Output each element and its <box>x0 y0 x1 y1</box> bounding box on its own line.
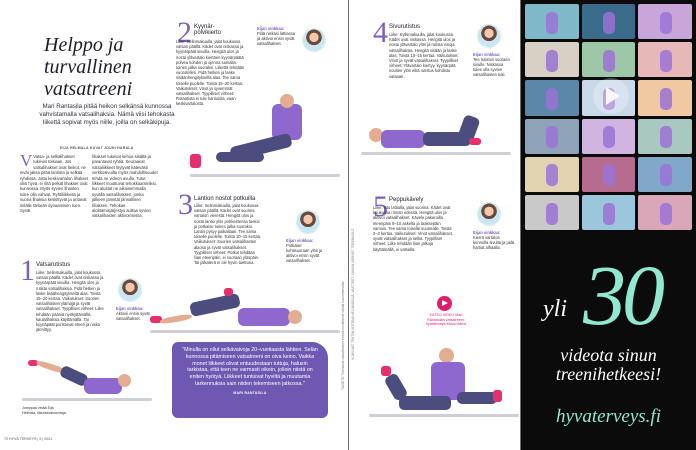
video-thumbnail[interactable] <box>582 195 636 230</box>
move-4-tip-avatar <box>477 24 501 48</box>
video-link[interactable]: KATSO VIDEO Mari Rantasilan vatsatreeni: hyvaterveys.fi/kuu/videot <box>425 313 467 327</box>
move-5-tip <box>473 230 515 250</box>
side-note: TAVOITE: Tehokasta vatsalihasten treeniä turvallisesti selkää kuormittamatta. <box>341 280 345 390</box>
dropcap: V <box>20 151 33 170</box>
move-2-tip-label: Eijan vinkkaa: <box>257 26 285 31</box>
pull-quote-text: "Minulla on ollut selkävaivoja 20–vuotiaasta lähtien. Selän kunnossa pitämiseen vatsatreeni on oiva keino. Vaikka monet liikkeet olivat entuudestaan tuttuja, halusin tarkistaa, että teen ne varmasti oikein, jolloin niistä on eniten hyötyä. Liikkeet tuntuivat hyviltä ja muutamia tarkennuksia sain niiden tekemiseen jatkossa." <box>182 347 318 387</box>
video-play-icon[interactable] <box>437 296 452 311</box>
video-thumbnail[interactable] <box>525 4 579 39</box>
exercise-mat <box>22 398 152 401</box>
move-5-number: 5 <box>373 190 388 223</box>
move-3-tip-text: Potkaise kohtisuoraan ylös ja aktivoi ensin syvät vatsalihakset. <box>286 243 323 264</box>
move-4-title: Sivurutistus <box>389 24 421 30</box>
byline: EIJA HELMALA KUVAT JOUNI HARALA <box>60 146 134 150</box>
move-1-tip-avatar <box>118 278 142 302</box>
video-thumbnail[interactable] <box>582 157 636 192</box>
video-thumbnail[interactable] <box>525 119 579 154</box>
move-5-body: Liike: Istu lattialla, jalat suorina. Kädet ovat koukussa rinnan edessä. Hengitä ulos ja aktivoi vatsalihakset. Kävele pakaroilla eteenpäin 8–10 askelta ja taaksepäin samoin. Tee sama toiselle suunnalle. Toista 2–3 kertaa. Vaikutukset: Vinot vatsalihakset, syvät vatsalihakset ja selkä. Tyypilliset virheet: Liike tehdään liian jalkoja käyttämällä, ei vatsalla. <box>373 205 453 252</box>
right-page <box>349 0 520 450</box>
ad-number: 30 <box>583 247 661 343</box>
move-2-title: Kyynär-polvikierto <box>194 24 222 37</box>
move-1-body: Liike: Selinmakuulla, jalat koukussa vatsan päällä. Kädet ovat niskassa ja kyynärpäät sivuilla. Hengitä ulos ja rutista vatsalihaksia. Pidä hetken ja laske lisäähengitykseltä alas. Toista 15–20 kertaa. Vaikutukset: Suorien vatsalihasten ylämajä ja syvät vatsalihakset. Tyypilliset virheet: Liike tehdään pääniä nyökyttämällä, kaulalihaksia käyttämällä. Tai kyynäpäät puristuvat eteen ja niska jännittyy. <box>36 270 104 333</box>
move-3-title: Lantion nostot potkuilla <box>194 196 256 202</box>
video-thumbnail[interactable] <box>525 80 579 115</box>
intro-text-1: Vatsa- ja selkälihakset tukevat toisiaan. Jos vatsalihakset ovat heikot, ne eivät jaksa pitää lantiota ja selkää ryhdissä. Jotta keskivartalon lihakset olisi hyvä, ei riitä pelkät lihakset ovat kunnossa. Myös syvien lihasten tulee olla vahvat. Ryhtiliikkeitä ja suoria lihaksia keskittyvät ja antavat selälle tärkeän dynaamisen tuen. Syvät <box>20 154 88 214</box>
video-thumbnail[interactable] <box>525 157 579 192</box>
move-2-photo <box>190 100 340 180</box>
move-3-number: 3 <box>178 188 193 221</box>
move-4-number: 4 <box>373 16 388 49</box>
article-title: Helppo ja turvallinen vatsatreeni <box>44 34 133 100</box>
video-thumbnail[interactable] <box>638 157 692 192</box>
move-2-tip-text: Pidä niskasi lattiassa ja aktivoi ensin syvät vatsalihakset. <box>257 31 295 47</box>
move-1-tip-label: Eijan vinkkaa: <box>116 306 144 311</box>
move-3-tip <box>286 238 326 263</box>
move-5-title: Peppukävely <box>389 197 424 203</box>
play-icon[interactable] <box>593 78 629 114</box>
side-note-right: YLÄKUVAT TEHTIIN KOTONA HELSINGISSÄ, VAATTEET: SAMAN VÄRISET TREENIASUT <box>351 228 355 360</box>
move-1-number: 1 <box>20 254 35 287</box>
pull-quote-attribution: MARI RANTASILA <box>233 390 267 395</box>
move-1-photo <box>22 356 152 404</box>
advertisement[interactable] <box>521 0 696 450</box>
page-folio: 70 HYVÄ TERVEYS | 5 | 2021 <box>4 437 53 441</box>
move-2-number: 2 <box>177 16 192 49</box>
video-thumbnail[interactable] <box>638 42 692 77</box>
video-thumbnail[interactable] <box>525 195 579 230</box>
move-1-title: Vatsarutistus <box>36 262 71 268</box>
ad-url[interactable]: hyvaterveys.fi <box>556 406 661 427</box>
move-5-tip-avatar <box>477 202 501 226</box>
photo-credit: Jumppaa vetää Eija Helmala, liikuntavalmentaja <box>22 406 66 415</box>
move-3-body: Liike: Selinmakuulla, jalat koukussa vatsan päällä. Kädet ovat suorina vartalon vierestä. Hengitä ulos ja nosta lantio ylös pohkeittensa tueksi ja potkaise toinen jalka suoraksi. Lantio pysyy paikallaan. Tee sama toiselle puolelle. Toista 10–15 kertaa. Vaikutukset: Suorien vatsalihasten alaosa ja syvät vatsalihakset. Tyypilliset virheet: Potkut tehdään liian eteenpäin, ei suoraan ylöspäin. Tai jalkaterä ei ole hyvin tuettuna. <box>194 203 262 266</box>
video-thumbnail[interactable] <box>638 119 692 154</box>
ad-prefix: yli <box>543 296 567 322</box>
ad-tagline: videota sinun treenihetkeesi! <box>555 345 662 384</box>
move-4-tip-text: Tee rutistus suoraan sivulle. Niskassa tulee olla syvien vatsalihasten tuki. <box>473 57 510 78</box>
move-1-tip-text: Aktivoi ensin syvät vatsalihakset. <box>116 311 150 322</box>
video-thumbnail[interactable] <box>638 80 692 115</box>
video-thumbnail[interactable] <box>582 119 636 154</box>
move-4-photo <box>361 108 511 158</box>
video-thumbnail[interactable] <box>638 195 692 230</box>
move-4-tip <box>473 52 513 77</box>
move-5-tip-label: Eijan vinkkaa: <box>473 230 501 235</box>
move-2-body: Liike: Selinmakuulla, jalat koukussa vatsan päällä. Kädet ovat niskassa ja kyynärpäät sivuilla. Hengitä ulos ja nosta ylävartalo kiertäen kyynärpäätä polvea kohden ja ojenna samalla toinen jalka suoraksi. Liikettä tehdään vuorotellen. Pidä hetken ja laske sisäänhengityksellä alas. Tee sama toiselle puolelle. Toista 15–20 kertaa. Vaikutukset: Vinot ja syvemmät vatsalihakset. Tyypilliset virheet: Rotaatiota ei tule hartioista, vaan keskivartalosta. <box>176 39 245 107</box>
move-4-body: Liike: Kylkimakuulla, jalat koukussa. Kädet ovat niskassa. Hengitä ulos ja nosta ylävartalo ylös ja rutista vinoja vatsalihaksia. Hengitä sisään ja laske alas. Toista 10–15 kertaa. Vaikutukset: Vinot ja syvät vatsalihakset. Tyypilliset virheet: Ylävartalo kiertyy, kyynärpää nousee ylös eikä rutistus kohdistu vatsaan. <box>389 32 459 79</box>
move-4-tip-label: Eijan vinkkaa: <box>473 52 501 57</box>
intro-column-1 <box>20 151 88 214</box>
pull-quote <box>172 342 328 418</box>
move-3-tip-label: Eijan vinkkaa: <box>286 238 314 243</box>
move-2-tip-avatar <box>302 28 326 52</box>
move-2-tip <box>257 26 297 46</box>
intro-column-2: lihakset tukevat kehoa sisältä ja parantavat ryhtiä. Seuraavat vatsaliikkeet löytyvät kätevästi verkkosivuilta myös mahdollisuudet tehdä ne videon avulla. Tutut liikkeet muuttuvat tehokkaammiksi, kun alustat ne aikaisemmalla syvällä vatsalihaksen, jonka jälkeen jännität pinnallisen lihaksen. Tehokas aloittamisjärjestys auttaa syvien vatsalihasten aktivoinnissa. <box>92 154 158 219</box>
move-5-tip-text: Kierrä vartaloa kunnolla sivulta ja pidä hartiat alhaalla. <box>473 235 515 251</box>
move-1-tip <box>116 306 152 321</box>
video-thumbnail-grid[interactable] <box>525 4 692 230</box>
move-5-photo <box>369 330 519 420</box>
move-3-tip-avatar <box>296 210 320 234</box>
video-thumbnail[interactable] <box>582 4 636 39</box>
article-lead: Mari Rantasila pitää heikon selkänsä kunnossa vahvistamalla vatsalihaksia. Nämä viisi tehokasta liikettä sopivat myös niille, joilla on selkäkipuja. <box>39 103 175 126</box>
video-thumbnail[interactable] <box>582 42 636 77</box>
video-thumbnail[interactable] <box>638 4 692 39</box>
video-thumbnail[interactable] <box>525 42 579 77</box>
move-3-photo <box>150 286 340 336</box>
